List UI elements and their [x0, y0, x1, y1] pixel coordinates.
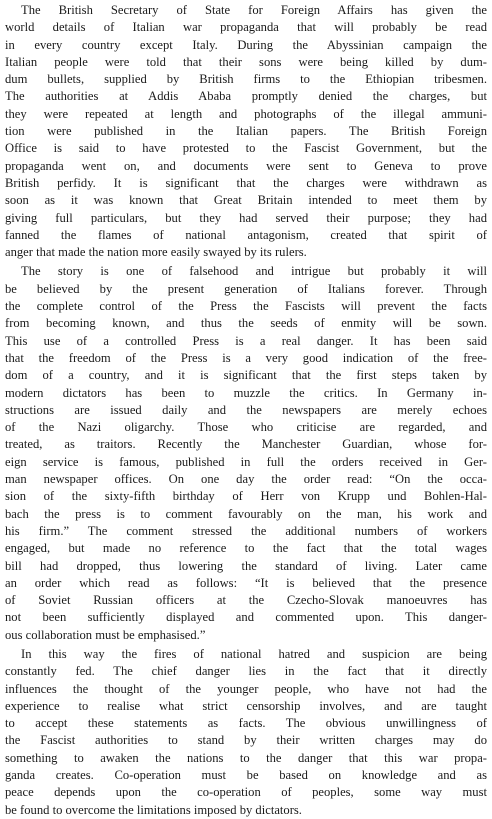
text-line: eign service is famous, published in full the orders received in Ger-	[5, 454, 487, 469]
text-line: constantly fed. The chief danger lies in the fact that it directly	[5, 664, 487, 679]
text-line: they were repeated at length and photographs of the illegal ammuni-	[5, 106, 487, 121]
text-line: bach the press is to comment favourably on the man, his work and	[5, 506, 487, 521]
text-line: world details of Italian war propaganda that will probably be read	[5, 20, 487, 35]
text-line: In this way the fires of national hatred and suspicion are being	[21, 646, 487, 661]
text-line: his firm.” The comment stressed the additional numbers of workers	[5, 523, 487, 538]
paragraph-1	[5, 2, 487, 261]
text-line: man newspaper offices. On one day the order read: “On the occa-	[5, 472, 487, 487]
text-line: structions are issued daily and the newspapers are merely echoes	[5, 402, 487, 417]
text-line: to accept these statements as facts. The obvious unwillingness of	[5, 716, 487, 731]
text-line: be believed by the present generation of Italians forever. Through	[5, 281, 487, 296]
text-line: anger that made the nation more easily swayed by its rulers.	[5, 245, 307, 260]
text-line: of the Nazi oligarchy. Those who criticise are regarded, and	[5, 420, 487, 435]
text-line: Italian people were told that their sons were being killed by dum-	[5, 54, 487, 69]
text-line: modern dictators has been to muzzle the critics. In Germany in-	[5, 385, 487, 400]
text-line: an order which read as follows: “It is believed that the presence	[5, 575, 487, 590]
text-line: ganda creates. Co-operation must be based on knowledge and as	[5, 768, 487, 783]
text-line: fanned the flames of national antagonism, created that spirit of	[5, 227, 487, 242]
text-line: soon as it was known that Great Britain intended to meet them by	[5, 193, 487, 208]
text-line: in every country except Italy. During the Abyssinian campaign the	[5, 37, 487, 52]
text-line: influences the thought of the younger people, who have not had the	[5, 681, 487, 696]
text-line: be found to overcome the limitations imposed by dictators.	[5, 802, 302, 817]
text-line: from becoming known, and thus the seeds of enmity will be sown.	[5, 316, 487, 331]
paragraph-2	[5, 263, 487, 644]
text-line: Office is said to have protested to the Fascist Government, but the	[5, 141, 487, 156]
text-line: sion of the sixty-fifth birthday of Herr von Krupp und Bohlen-Hal-	[5, 489, 487, 504]
text-line: not been sufficiently displayed and commented upon. This danger-	[5, 610, 487, 625]
text-line: the complete control of the Press the Fascists will prevent the facts	[5, 299, 487, 314]
text-line: ous collaboration must be emphasised.”	[5, 627, 206, 642]
text-line: that the freedom of the Press is a very good indication of the free-	[5, 350, 487, 365]
text-line: bill had dropped, thus lowering the standard of living. Later came	[5, 558, 487, 573]
text-line: experience to realise what strict censorship involves, and are taught	[5, 698, 487, 713]
text-line: This use of a controlled Press is a real danger. It has been said	[5, 333, 487, 348]
text-line: propaganda went on, and documents were sent to Geneva to prove	[5, 158, 487, 173]
text-line: The British Secretary of State for Foreign Affairs has given the	[21, 3, 487, 17]
text-line: British perfidy. It is significant that the charges were withdrawn as	[5, 175, 487, 190]
text-line: peace depends upon the co-operation of peoples, some way must	[5, 785, 487, 800]
text-line: treated, as traitors. Recently the Manchester Guardian, whose for-	[5, 437, 487, 452]
text-line: The story is one of falsehood and intrigue but probably it will	[21, 264, 487, 279]
text-line: dum bullets, supplied by British firms to the Ethiopian tribesmen.	[5, 72, 487, 87]
text-line: giving full particulars, but they had served their purpose; they had	[5, 210, 487, 225]
text-line: tion were published in the Italian papers. The British Foreign	[5, 124, 487, 139]
text-line: of Soviet Russian officers at the Czecho-Slovak manoeuvres has	[5, 593, 487, 608]
text-line: the Fascist authorities to stand by their written charges may do	[5, 733, 487, 748]
text-line: dom of a country, and it is significant that the first steps taken by	[5, 368, 487, 383]
text-line: something to awaken the nations to the danger that this war propa-	[5, 750, 487, 765]
text-line: engaged, but made no reference to the fact that the total wages	[5, 541, 487, 556]
paragraph-3	[5, 646, 487, 819]
text-line: The authorities at Addis Ababa promptly denied the charges, but	[5, 89, 487, 104]
